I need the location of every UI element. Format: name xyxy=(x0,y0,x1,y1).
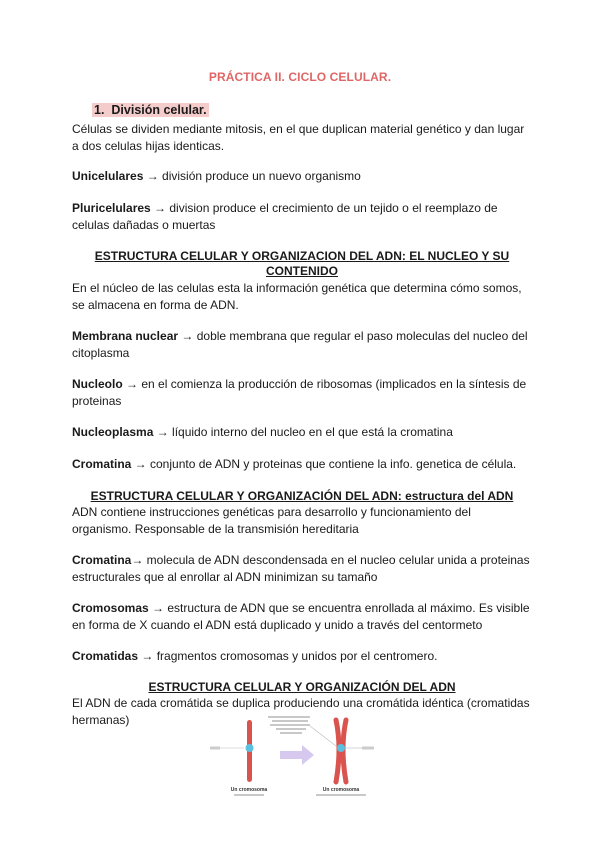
paragraph-cromatina-2 xyxy=(72,552,532,585)
term: Cromatina xyxy=(72,553,132,567)
paragraph-cromatidas xyxy=(72,648,532,665)
definition: → division produce el crecimiento de un tejido o el reemplazo de celulas dañadas o muertas xyxy=(72,201,498,232)
term: Nucleoplasma xyxy=(72,425,154,439)
duplicated-chromosome-icon xyxy=(336,720,374,782)
paragraph-cromosomas xyxy=(72,600,532,633)
caption-left-sub xyxy=(234,794,264,796)
section-heading-estructura-adn: ESTRUCTURA CELULAR Y ORGANIZACIÓN DEL ADN: estructura del ADN xyxy=(90,489,514,503)
annotation-block xyxy=(268,716,336,746)
term: Unicelulares xyxy=(72,169,144,183)
chromosome-duplication-diagram xyxy=(200,712,400,802)
paragraph-adn-intro: ADN contiene instrucciones genéticas para desarrollo y funcionamiento del organismo. Responsable de la transmisión hereditaria xyxy=(72,505,471,536)
definition: → fragmentos cromosomas y unidos por el centromero. xyxy=(138,649,438,663)
page-title: PRÁCTICA II. CICLO CELULAR. xyxy=(208,70,392,84)
definition: → molecula de ADN descondensada en el nucleo celular unida a proteinas estructurales que al enrollar al ADN minimizan su tamaño xyxy=(72,553,530,584)
paragraph-unicelulares xyxy=(72,168,532,185)
paragraph-cromatina xyxy=(72,456,532,473)
illegible-label xyxy=(210,747,220,750)
single-chromosome-icon xyxy=(210,720,254,782)
definition: → líquido interno del nucleo en el que está la cromatina xyxy=(153,425,453,439)
section-number: 1. xyxy=(94,103,105,117)
illegible-label xyxy=(362,747,374,750)
term: Pluricelulares xyxy=(72,201,151,215)
term: Cromatidas xyxy=(72,649,139,663)
paragraph-membrana xyxy=(72,328,532,361)
paragraph-nucleo-intro: En el núcleo de las celulas esta la información genética que determina cómo somos, se almacena en forma de ADN. xyxy=(72,281,522,312)
definition: → doble membrana que regular el paso moleculas del nucleo del citoplasma xyxy=(72,329,528,360)
caption-right: Un cromosoma xyxy=(322,787,360,793)
term: Membrana nuclear xyxy=(72,329,179,343)
definition: → estructura de ADN que se encuentra enrollada al máximo. Es visible en forma de X cuando el ADN está duplicado y unido a través del centormeto xyxy=(72,601,530,632)
caption-left: Un cromosoma xyxy=(230,787,268,793)
section-heading-nucleo: ESTRUCTURA CELULAR Y ORGANIZACION DEL ADN: EL NUCLEO Y SU CONTENIDO xyxy=(94,249,510,278)
centromere xyxy=(246,744,254,752)
paragraph-pluricelulares xyxy=(72,200,532,233)
heading-highlight xyxy=(92,103,209,117)
caption-right-sub xyxy=(316,794,366,796)
section-heading-organizacion: ESTRUCTURA CELULAR Y ORGANIZACIÓN DEL ADN xyxy=(148,680,456,694)
term: Nucleolo xyxy=(72,377,123,391)
centromere xyxy=(337,744,345,752)
definition: → división produce un nuevo organismo xyxy=(143,169,361,183)
arrow-icon xyxy=(280,745,314,765)
section-heading-division xyxy=(92,103,209,117)
definition: → conjunto de ADN y proteinas que contiene la info. genetica de célula. xyxy=(131,457,517,471)
paragraph-nucleolo xyxy=(72,376,532,409)
term: Cromosomas xyxy=(72,601,149,615)
section-title: División celular. xyxy=(111,103,207,117)
paragraph-nucleoplasma xyxy=(72,424,532,441)
paragraph-duplicacion: El ADN de cada cromátida se duplica produciendo una cromátida idéntica (cromatidas hermanas) xyxy=(72,696,530,727)
term: Cromatina xyxy=(72,457,132,471)
paragraph-intro: Células se dividen mediante mitosis, en el que duplican material genético y dan lugar a dos celulas hijas identicas. xyxy=(72,122,525,153)
definition: → en el comienza la producción de ribosomas (implicados en la síntesis de proteinas xyxy=(72,377,527,408)
